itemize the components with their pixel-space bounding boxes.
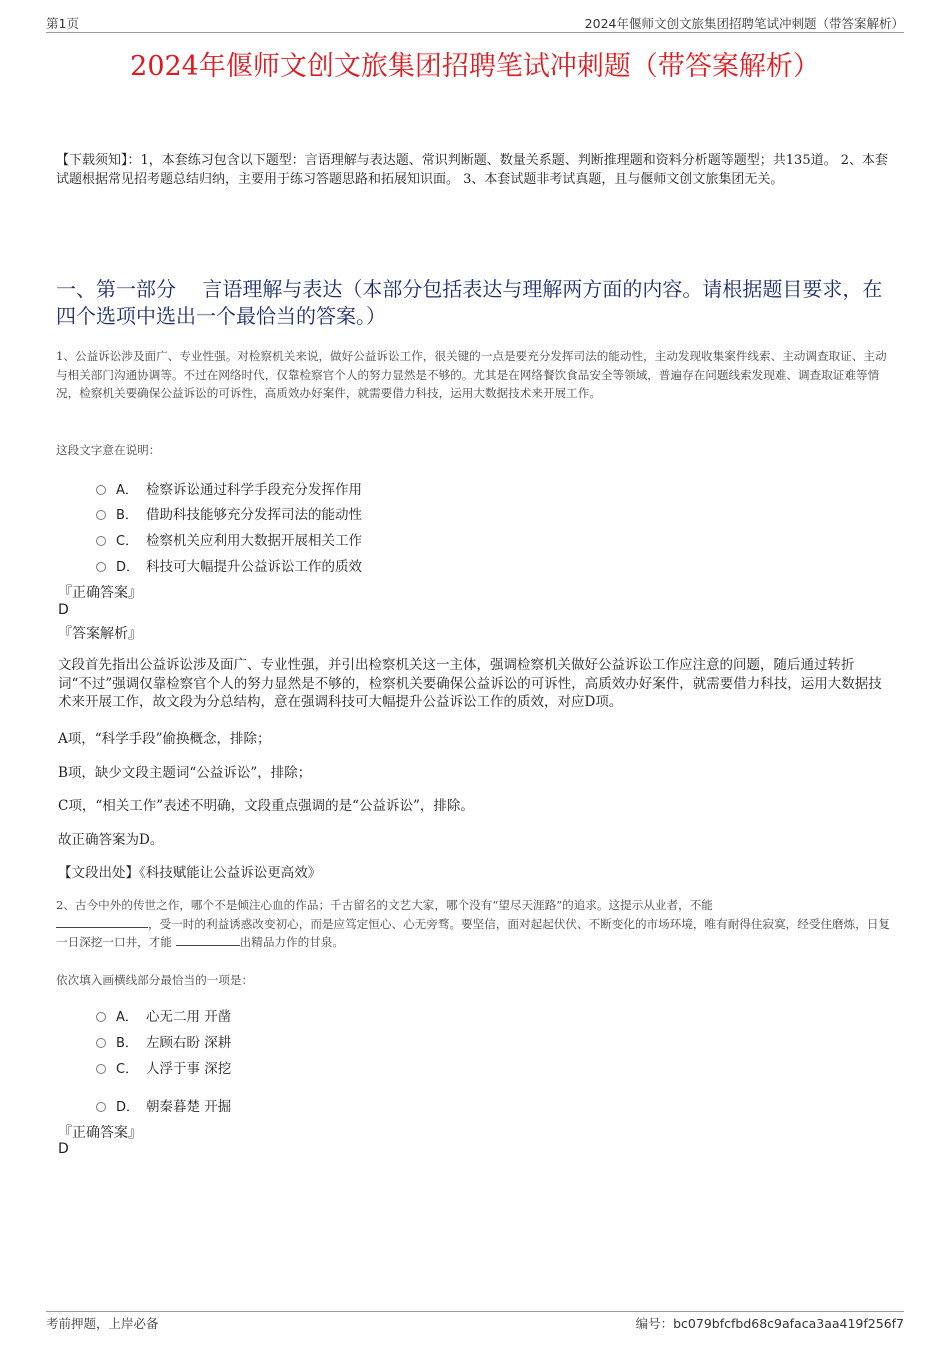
document-code: 编号：bc079bfcfbd68c9afaca3aa419f256f7 [635,1316,904,1331]
question-1-prompt: 这段文字意在说明： [56,443,161,457]
question-1-option-d[interactable]: D． 科技可大幅提升公益诉讼工作的质效 [96,555,362,575]
question-1-source: 【文段出处】《科技赋能让公益诉讼更高效》 [58,865,322,881]
question-2-option-d[interactable]: D． 朝秦暮楚 开掘 [96,1095,231,1115]
radio-icon[interactable] [96,562,106,572]
radio-icon[interactable] [96,1012,106,1022]
radio-icon[interactable] [96,510,106,520]
question-1-conclusion: 故正确答案为D。 [58,832,164,848]
question-2-option-c[interactable]: C． 人浮于事 深挖 [96,1057,231,1077]
radio-icon[interactable] [96,1102,106,1112]
section-heading: 一、第一部分 言语理解与表达（本部分包括表达与理解两方面的内容。请根据题目要求，在四个选项中选出一个最恰当的答案。） [56,277,883,328]
fill-blank-2[interactable] [176,933,240,946]
question-1-text: 1、公益诉讼涉及面广、专业性强。对检察机关来说，做好公益诉讼工作，很关键的一点是要充分发挥司法的能动性，主动发现收集案件线索、主动调查取证、主动与相关部门沟通协调等。不过在网络时代，仅靠检察官个人的努力显然是不够的。尤其是在网络餐饮食品安全等领域，普遍存在问题线索发现难、调查取证难等情况，检察机关要确保公益诉讼的可诉性，高质效办好案件，就需要借力科技，运用大数据技术来开展工作。 [56,349,887,400]
fill-blank-1[interactable] [56,915,148,928]
question-2-text: 2、古今中外的传世之作，哪个不是倾注心血的作品；千古留名的文艺大家，哪个没有“望尽天涯路”的追求。这提示从业者，不能 ，受一时的利益诱惑改变初心，而是应笃定恒心、心无旁骛。要坚信，面对起起伏伏、不断变化的市场环境，唯有耐得住寂寞，经受住磨炼，日复一日深挖一口井，才能 出精品力作的甘泉。 [56,898,891,949]
question-1-answer-label: 『正确答案』 [58,585,142,601]
question-1-option-c[interactable]: C． 检察机关应利用大数据开展相关工作 [96,529,362,549]
question-1-option-b[interactable]: B． 借助科技能够充分发挥司法的能动性 [96,503,362,523]
question-2-option-a[interactable]: A． 心无二用 开凿 [96,1005,231,1025]
footer-slogan: 考前押题，上岸必备 [46,1316,159,1331]
running-title: 2024年偃师文创文旅集团招聘笔试冲刺题（带答案解析） [584,16,904,31]
page-number: 第1页 [46,16,79,31]
radio-icon[interactable] [96,485,106,495]
radio-icon[interactable] [96,1038,106,1048]
footer-divider [46,1311,904,1312]
question-2-option-b[interactable]: B． 左顾右盼 深耕 [96,1031,231,1051]
question-1-analysis-a: A项，“科学手段”偷换概念，排除； [58,731,271,747]
radio-icon[interactable] [96,1064,106,1074]
question-1-answer: D [58,602,69,618]
question-1-analysis-label: 『答案解析』 [58,626,142,642]
question-2-answer: D [58,1141,69,1157]
document-title: 2024年偃师文创文旅集团招聘笔试冲刺题（带答案解析） [130,51,820,82]
question-1-analysis-c: C项，“相关工作”表述不明确，文段重点强调的是“公益诉讼”，排除。 [58,798,474,814]
radio-icon[interactable] [96,536,106,546]
download-notice: 【下载须知】：1，本套练习包含以下题型：言语理解与表达题、常识判断题、数量关系题、判断推理题和资料分析题等题型；共135道。 2、本套试题根据常见招考题总结归纳，主要用于练习答题思路和拓展知识面。 3、本套试题非考试真题，且与偃师文创文旅集团无关。 [56,153,888,187]
question-1-analysis-b: B项，缺少文段主题词“公益诉讼”，排除； [58,765,312,781]
question-1-analysis: 文段首先指出公益诉讼涉及面广、专业性强，并引出检察机关这一主体，强调检察机关做好公益诉讼工作应注意的问题，随后通过转折词“不过”强调仅靠检察官个人的努力显然是不够的，检察机关要确保公益诉讼的可诉性，高质效办好案件，就需要借力科技，运用大数据技术来开展工作，故文段为分总结构，意在强调科技可大幅提升公益诉讼工作的质效，对应D项。 [58,657,882,710]
question-1-option-a[interactable]: A． 检察诉讼通过科学手段充分发挥作用 [96,478,362,498]
question-2-prompt: 依次填入画横线部分最恰当的一项是： [56,973,254,987]
header-divider [46,32,904,33]
question-2-answer-label: 『正确答案』 [58,1125,142,1141]
